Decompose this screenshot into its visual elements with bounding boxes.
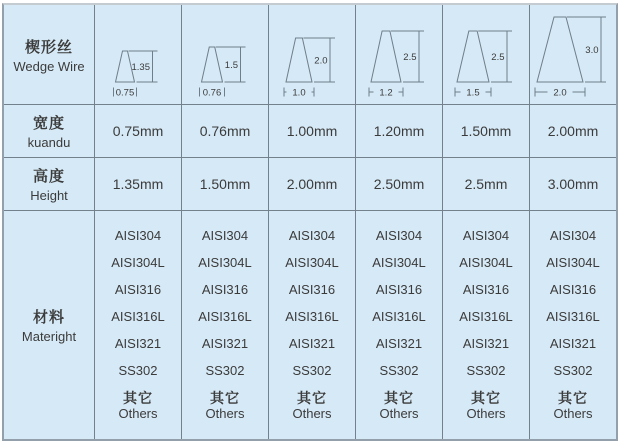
others-en: Others: [118, 406, 158, 422]
height-value-cell: 2.00mm: [269, 158, 355, 210]
others-en: Others: [205, 406, 245, 422]
material-item: AISI316: [462, 281, 510, 297]
material-item: SS302: [466, 362, 506, 378]
wedge-wire-profile-icon: [530, 6, 616, 103]
material-item: AISI316L: [372, 308, 426, 324]
diagram-height-label: 2.5: [491, 52, 505, 63]
material-item: AISI316L: [546, 308, 600, 324]
material-item: AISI321: [462, 335, 510, 351]
wedge-diagram-cell: [95, 5, 181, 104]
others-en: Others: [553, 406, 593, 422]
others-cn: 其它: [209, 389, 240, 406]
material-item: AISI304: [288, 227, 336, 243]
material-list-cell: [95, 211, 181, 439]
row-header-wedge-wire-cn: 楔形丝: [24, 38, 73, 56]
material-item: AISI304L: [459, 254, 513, 270]
height-value-cell: 2.5mm: [443, 158, 529, 210]
material-item: AISI304L: [285, 254, 339, 270]
others-en: Others: [292, 406, 332, 422]
row-header-width: [4, 105, 94, 157]
material-item: AISI304L: [198, 254, 252, 270]
wedge-diagram-cell: [356, 5, 442, 104]
material-item: AISI316L: [459, 308, 513, 324]
others-cn: 其它: [122, 389, 153, 406]
material-item: AISI304L: [111, 254, 165, 270]
height-value-cell: 1.35mm: [95, 158, 181, 210]
wedge-wire-profile-icon: [443, 6, 529, 103]
diagram-width-label: 0.75: [115, 87, 135, 99]
material-item: AISI321: [201, 335, 249, 351]
material-list-cell: [182, 211, 268, 439]
diagram-width-label: 1.0: [292, 87, 306, 99]
row-header-material-cn: 材料: [32, 309, 65, 326]
material-item-others: [466, 390, 505, 422]
material-item: AISI316: [375, 281, 423, 297]
material-item-others: [292, 390, 331, 422]
diagram-height-label: 1.5: [224, 60, 238, 71]
material-item: AISI316L: [198, 308, 252, 324]
wedge-wire-profile-icon: [356, 6, 442, 103]
others-cn: 其它: [557, 389, 588, 406]
material-item: AISI304: [201, 227, 249, 243]
material-item: AISI316: [288, 281, 336, 297]
diagram-height-label: 3.0: [585, 45, 599, 56]
material-item: AISI304L: [546, 254, 600, 270]
wedge-diagram-cell: [530, 5, 616, 104]
material-item: SS302: [292, 362, 332, 378]
width-value-cell: 1.20mm: [356, 105, 442, 157]
material-item: AISI316L: [111, 308, 165, 324]
material-item: AISI304L: [372, 254, 426, 270]
material-item: AISI316L: [285, 308, 339, 324]
row-header-wedge-wire-en: Wedge Wire: [13, 58, 85, 74]
material-list-cell: [443, 211, 529, 439]
row-header-height-en: Height: [30, 188, 68, 203]
material-item: AISI304: [462, 227, 510, 243]
row-header-wedge-wire: [4, 5, 94, 104]
width-value-cell: 0.75mm: [95, 105, 181, 157]
spec-table: [2, 3, 618, 441]
material-item: AISI321: [288, 335, 336, 351]
material-item-others: [205, 390, 244, 422]
width-value-cell: 1.00mm: [269, 105, 355, 157]
material-item: SS302: [118, 362, 158, 378]
height-value-cell: 2.50mm: [356, 158, 442, 210]
height-value-cell: 3.00mm: [530, 158, 616, 210]
material-item: AISI316: [114, 281, 162, 297]
row-header-material: [4, 211, 94, 439]
diagram-width-label: 1.2: [379, 87, 393, 99]
material-item: AISI304: [549, 227, 597, 243]
wedge-wire-profile-icon: [182, 6, 268, 103]
diagram-width-label: 1.5: [466, 87, 480, 99]
row-header-material-en: Materight: [21, 329, 77, 344]
others-cn: 其它: [383, 389, 414, 406]
row-header-width-en: kuandu: [27, 135, 71, 150]
diagram-height-label: 1.35: [131, 62, 150, 73]
wedge-diagram-cell: [443, 5, 529, 104]
width-value-cell: 2.00mm: [530, 105, 616, 157]
diagram-height-label: 2.0: [314, 55, 328, 67]
material-item-others: [553, 390, 592, 422]
width-value-cell: 1.50mm: [443, 105, 529, 157]
row-header-height: [4, 158, 94, 210]
material-item-others: [118, 390, 157, 422]
others-cn: 其它: [296, 389, 327, 406]
diagram-width-label: 0.76: [202, 87, 222, 99]
material-item-others: [379, 390, 418, 422]
height-value-cell: 1.50mm: [182, 158, 268, 210]
material-item: SS302: [379, 362, 419, 378]
others-en: Others: [379, 406, 419, 422]
wedge-wire-profile-icon: [95, 6, 181, 103]
material-item: SS302: [553, 362, 593, 378]
material-item: AISI304: [114, 227, 162, 243]
wedge-diagram-cell: [269, 5, 355, 104]
diagram-width-label: 2.0: [553, 87, 567, 99]
wedge-wire-profile-icon: [269, 6, 355, 103]
material-item: AISI321: [375, 335, 423, 351]
others-cn: 其它: [470, 389, 501, 406]
material-list-cell: [269, 211, 355, 439]
row-header-width-cn: 宽度: [32, 115, 65, 132]
material-item: AISI316: [549, 281, 597, 297]
material-item: SS302: [205, 362, 245, 378]
wedge-diagram-cell: [182, 5, 268, 104]
width-value-cell: 0.76mm: [182, 105, 268, 157]
material-list-cell: [530, 211, 616, 439]
row-header-height-cn: 高度: [32, 168, 65, 185]
material-list-cell: [356, 211, 442, 439]
material-item: AISI316: [201, 281, 249, 297]
diagram-height-label: 2.5: [403, 52, 417, 63]
material-item: AISI304: [375, 227, 423, 243]
material-item: AISI321: [114, 335, 162, 351]
others-en: Others: [466, 406, 506, 422]
material-item: AISI321: [549, 335, 597, 351]
